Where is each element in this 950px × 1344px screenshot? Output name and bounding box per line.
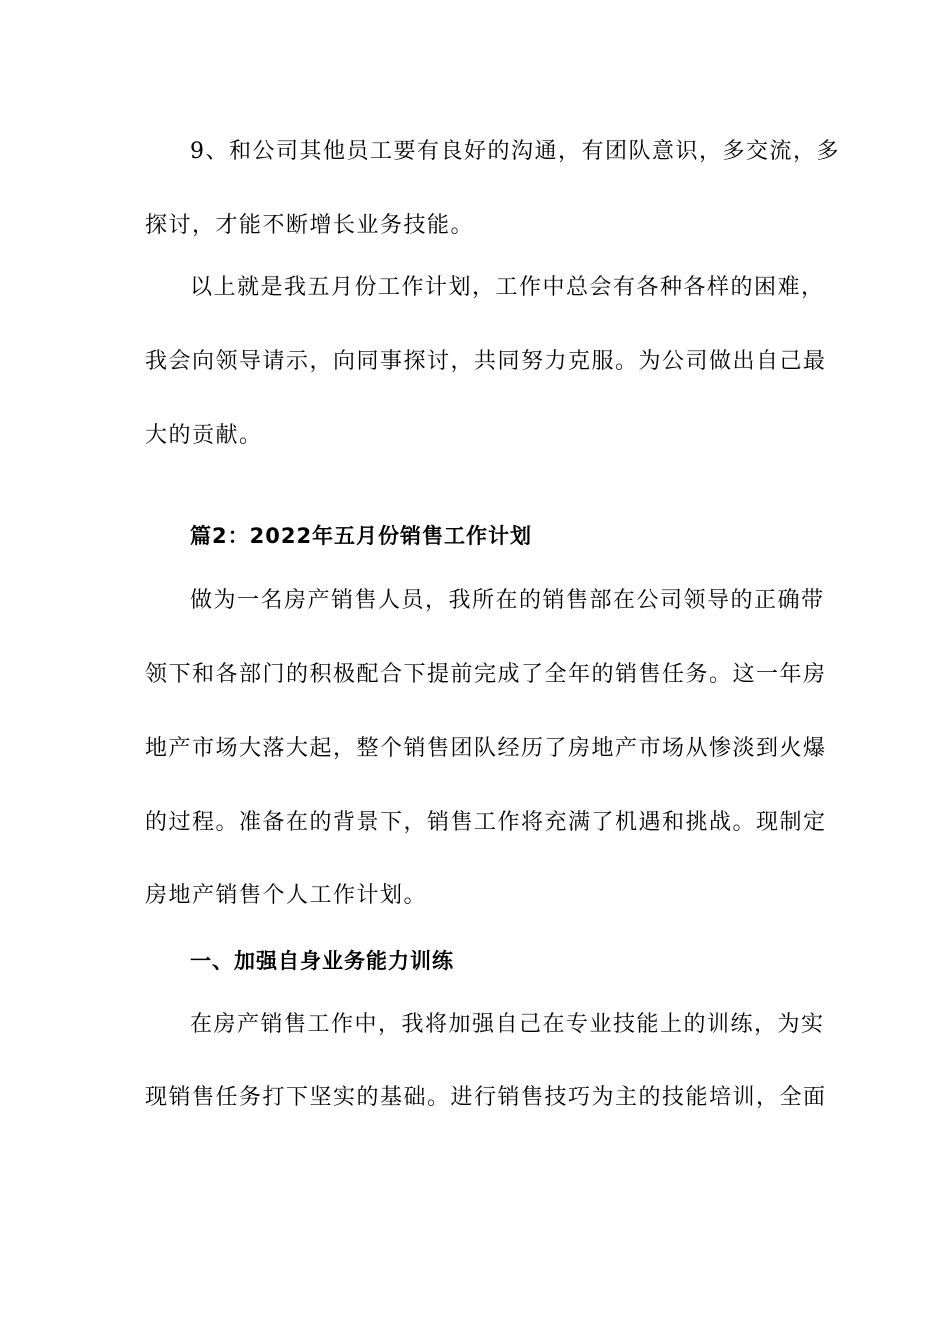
paragraph-line: 我会向领导请示，向同事探讨，共同努力克服。为公司做出自己最: [145, 349, 827, 374]
paragraph-line: 9、和公司其他员工要有良好的沟通，有团队意识，多交流，多: [190, 139, 840, 164]
paragraph-line: 在房产销售工作中，我将加强自己在专业技能上的训练，为实: [190, 1012, 825, 1037]
paragraph-line: 做为一名房产销售人员，我所在的销售部在公司领导的正确带: [190, 588, 825, 613]
paragraph-line: 房地产销售个人工作计划。: [145, 883, 428, 908]
paragraph-line: 现销售任务打下坚实的基础。进行销售技巧为主的技能培训，全面: [145, 1085, 827, 1110]
paragraph-line: 领下和各部门的积极配合下提前完成了全年的销售任务。这一年房: [145, 662, 827, 687]
paragraph-line: 以上就是我五月份工作计划，工作中总会有各种各样的困难，: [190, 275, 825, 300]
paragraph-line: 大的贡献。: [145, 423, 263, 448]
paragraph-line: 探讨，才能不断增长业务技能。: [145, 213, 475, 238]
section-title: 篇2：2022年五月份销售工作计划: [190, 524, 533, 548]
paragraph-line: 的过程。准备在的背景下，销售工作将充满了机遇和挑战。现制定: [145, 810, 827, 835]
subheading: 一、加强自身业务能力训练: [190, 949, 454, 973]
paragraph-line: 地产市场大落大起，整个销售团队经历了房地产市场从惨淡到火爆: [145, 736, 827, 761]
